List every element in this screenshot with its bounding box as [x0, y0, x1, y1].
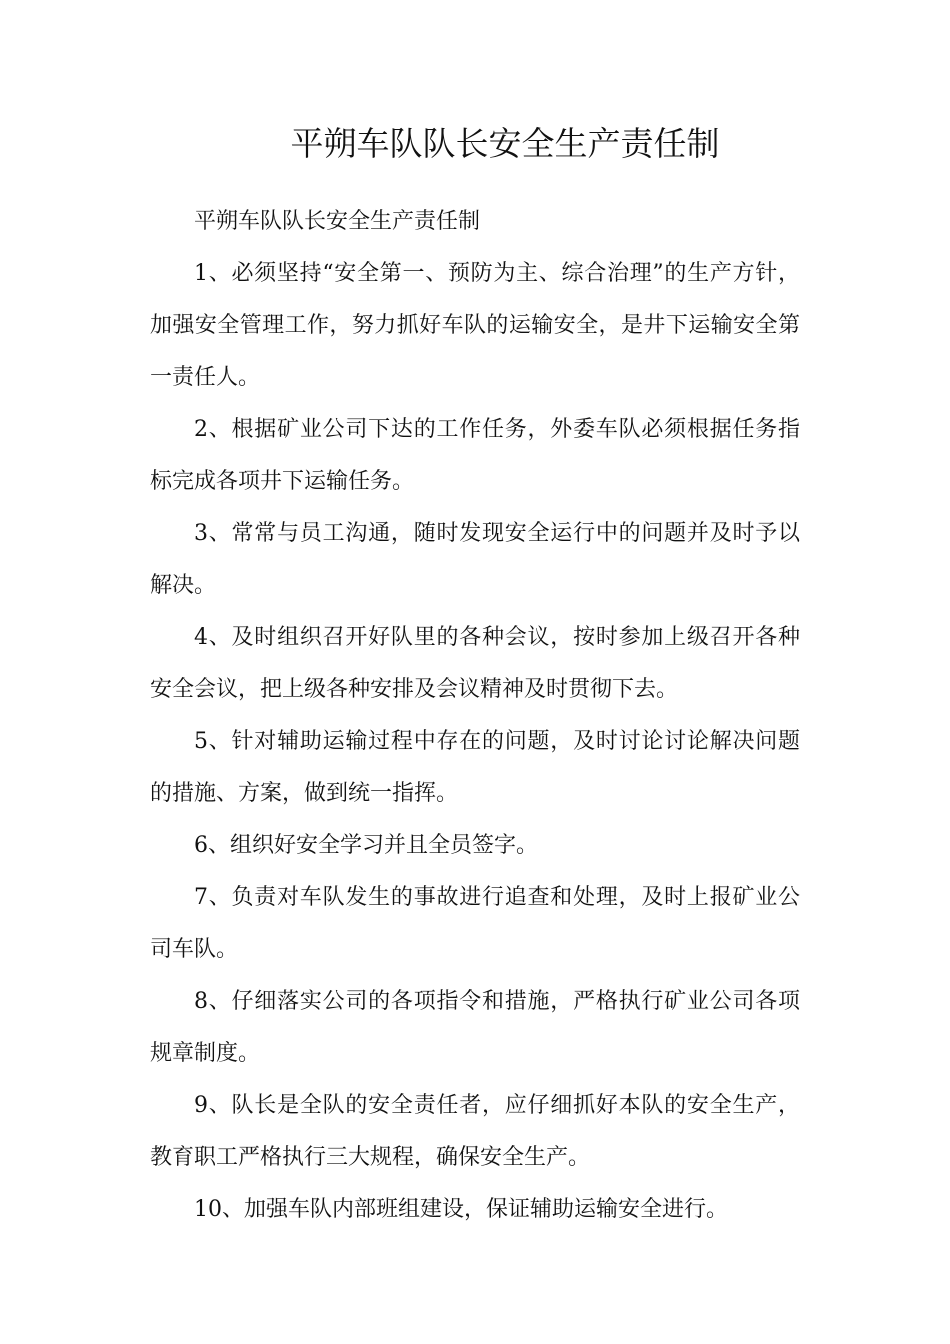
document-title: 平朔车队队长安全生产责任制: [290, 124, 720, 163]
paragraph-item-9: 9、队长是全队的安全责任者，应仔细抓好本队的安全生产，教育职工严格执行三大规程，确保安全生产。: [150, 1093, 800, 1170]
paragraph-item-3: 3、常常与员工沟通，随时发现安全运行中的问题并及时予以解决。: [150, 521, 800, 598]
paragraph-item-10: 10、加强车队内部班组建设，保证辅助运输安全进行。: [194, 1197, 728, 1222]
document-body: [150, 196, 800, 1236]
paragraph-item-7: 7、负责对车队发生的事故进行追查和处理，及时上报矿业公司车队。: [150, 885, 800, 962]
paragraph-item-5: 5、针对辅助运输过程中存在的问题，及时讨论讨论解决问题的措施、方案，做到统一指挥。: [150, 729, 800, 806]
paragraph-item-2: 2、根据矿业公司下达的工作任务，外委车队必须根据任务指标完成各项井下运输任务。: [150, 417, 800, 494]
paragraph-item-1: 1、必须坚持“安全第一、预防为主、综合治理”的生产方针，加强安全管理工作，努力抓好车队的运输安全，是井下运输安全第一责任人。: [150, 261, 800, 390]
paragraph-item-8: 8、仔细落实公司的各项指令和措施，严格执行矿业公司各项规章制度。: [150, 989, 800, 1066]
paragraph-item-4: 4、及时组织召开好队里的各种会议，按时参加上级召开各种安全会议，把上级各种安排及会议精神及时贯彻下去。: [150, 625, 800, 702]
paragraph-subtitle: 平朔车队队长安全生产责任制: [194, 209, 481, 234]
paragraph-item-6: 6、组织好安全学习并且全员签字。: [194, 833, 538, 858]
